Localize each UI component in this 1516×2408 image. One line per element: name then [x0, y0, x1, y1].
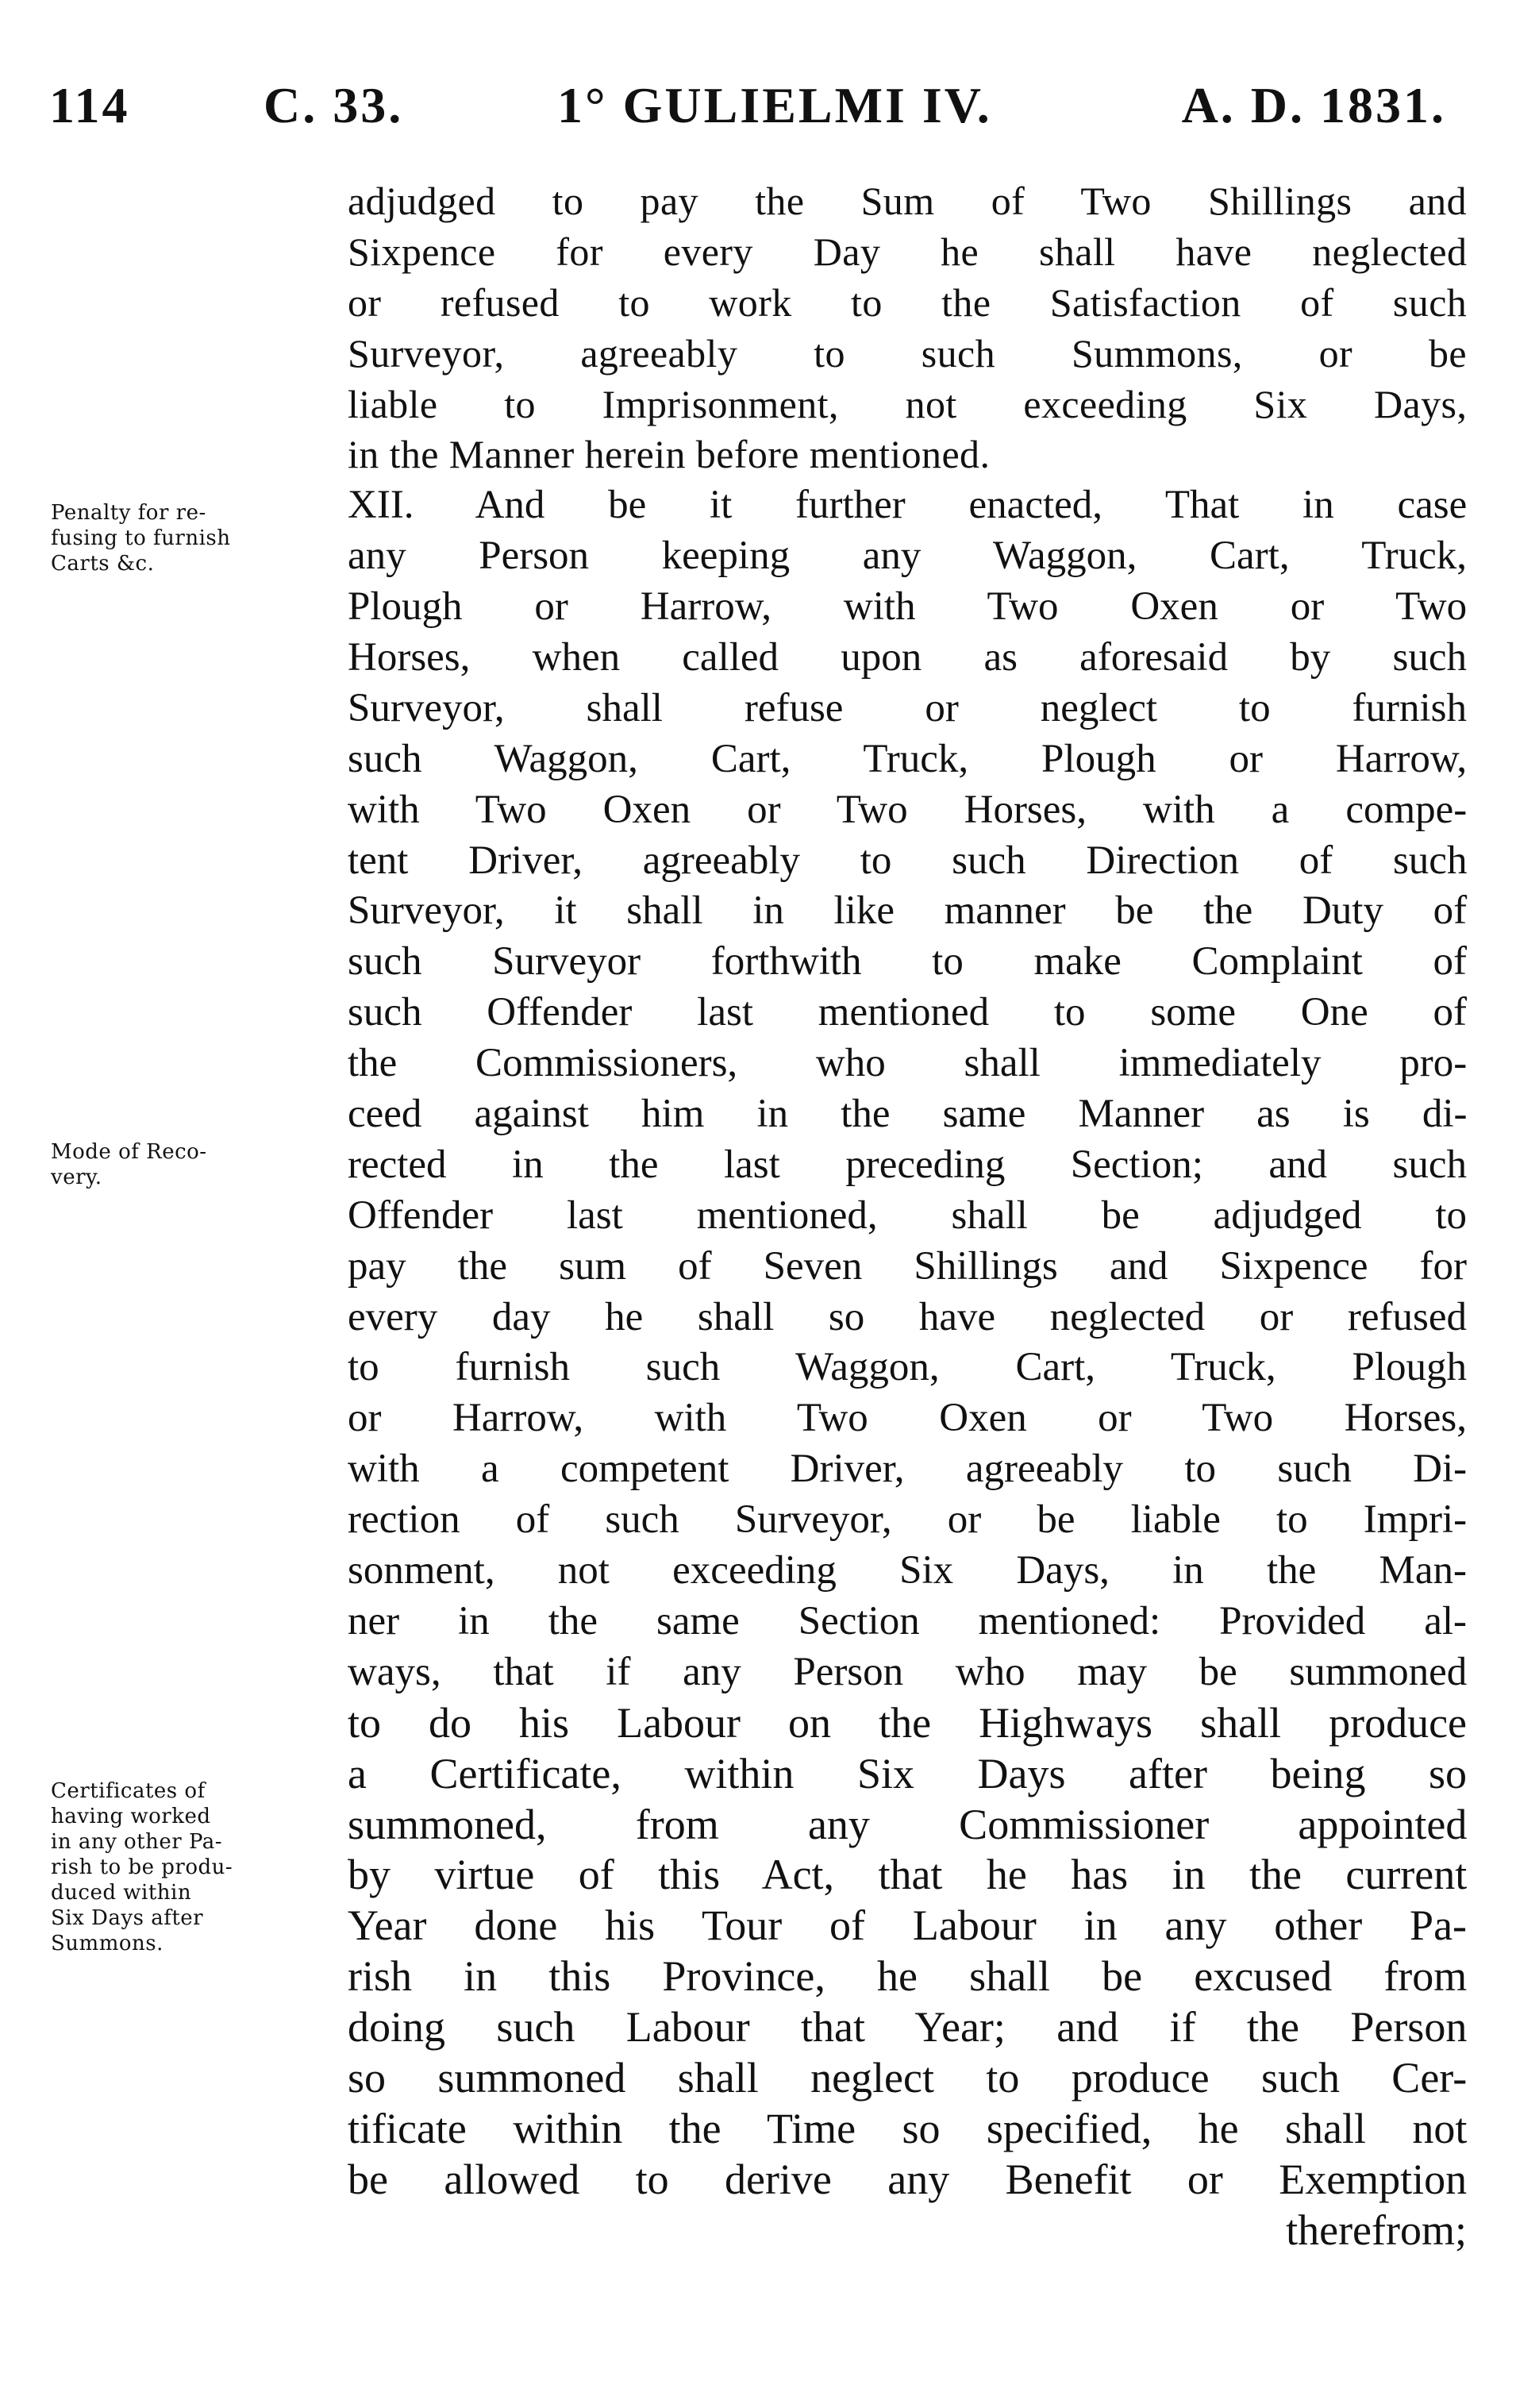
body-line: in the Manner herein before mentioned. [348, 432, 991, 477]
body-line-final: therefrom; [1286, 2206, 1467, 2254]
body-line: Sixpence for every Day he shall have neglected [348, 229, 1468, 274]
body-line: to furnish such Waggon, Cart, Truck, Plough [348, 1345, 1467, 1390]
body-line: ways, that if any Person who may be summoned [348, 1649, 1468, 1694]
body-line: rected in the last preceding Section; and such [348, 1142, 1467, 1187]
margin-note-certificates [51, 1778, 325, 1956]
body-text [348, 176, 1467, 2256]
margin-note-penalty [51, 500, 325, 576]
margin-note-line: fusing to furnish [51, 526, 231, 550]
body-line: rection of such Surveyor, or be liable to Impri- [348, 1497, 1468, 1543]
margin-note-line: in any other Pa- [51, 1830, 223, 1854]
margin-note-line: Six Days after [51, 1906, 204, 1930]
body-line: be allowed to derive any Benefit or Exemption [348, 2155, 1468, 2203]
margin-note-recovery [51, 1139, 325, 1190]
body-line: such Waggon, Cart, Truck, Plough or Harrow, [348, 736, 1468, 781]
margin-note-line: rish to be produ- [51, 1855, 233, 1879]
section-heading-line: XII. And be it further enacted, That in case [348, 483, 1468, 528]
body-line: Surveyor, shall refuse or neglect to furnish [348, 685, 1467, 730]
body-line: Horses, when called upon as aforesaid by such [348, 635, 1467, 680]
body-line: rish in this Province, he shall be excused from [348, 1952, 1468, 2001]
body-line: doing such Labour that Year; and if the Person [348, 2003, 1468, 2052]
body-line: such Surveyor forthwith to make Complaint of [348, 939, 1467, 984]
margin-note-line: duced within [51, 1881, 192, 1905]
body-line: or Harrow, with Two Oxen or Two Horses, [348, 1396, 1467, 1441]
margin-note-line: Mode of Reco- [51, 1140, 207, 1164]
chapter-number: C. 33. [264, 77, 404, 133]
body-line: liable to Imprisonment, not exceeding Six Days, [348, 381, 1468, 426]
body-line: with a competent Driver, agreeably to such Di- [348, 1447, 1468, 1492]
body-line: Year done his Tour of Labour in any other Pa- [348, 1901, 1468, 1950]
body-line: a Certificate, within Six Days after being so [348, 1749, 1467, 1797]
body-line: Surveyor, it shall in like manner be the Duty of [348, 888, 1468, 934]
margin-note-line: Carts &c. [51, 552, 155, 576]
regnal-year: 1° GULIELMI IV. [557, 77, 992, 133]
body-line: Plough or Harrow, with Two Oxen or Two [348, 584, 1468, 630]
body-line: sonment, not exceeding Six Days, in the Man- [348, 1548, 1467, 1593]
body-line: with Two Oxen or Two Horses, with a compe- [348, 787, 1468, 832]
page-number: 114 [49, 77, 130, 133]
body-line: every day he shall so have neglected or refused [348, 1294, 1467, 1339]
body-line: any Person keeping any Waggon, Cart, Truck, [348, 534, 1467, 579]
body-line: to do his Labour on the Highways shall produce [348, 1698, 1467, 1747]
margin-note-line: Summons. [51, 1932, 164, 1955]
body-line: such Offender last mentioned to some One of [348, 990, 1467, 1035]
running-header [49, 76, 1446, 148]
margin-note-line: Penalty for re- [51, 501, 206, 525]
body-line: Surveyor, agreeably to such Summons, or be [348, 330, 1467, 376]
body-line: tent Driver, agreeably to such Direction of such [348, 838, 1468, 883]
body-line: Offender last mentioned, shall be adjudged to [348, 1192, 1467, 1238]
body-line: the Commissioners, who shall immediately pro- [348, 1041, 1468, 1086]
body-line: so summoned shall neglect to produce such Cer- [348, 2053, 1468, 2102]
body-line: tificate within the Time so specified, he shall not [348, 2104, 1468, 2152]
body-line: ceed against him in the same Manner as is di- [348, 1092, 1468, 1137]
body-line: ner in the same Section mentioned: Provided al- [348, 1598, 1467, 1643]
body-line: adjudged to pay the Sum of Two Shillings and [348, 179, 1467, 223]
margin-note-line: very. [51, 1165, 102, 1189]
body-line: summoned, from any Commissioner appointed [348, 1800, 1468, 1848]
margin-note-line: having worked [51, 1805, 211, 1828]
body-line: by virtue of this Act, that he has in the current [348, 1851, 1468, 1899]
margin-note-line: Certificates of [51, 1779, 206, 1803]
body-line: pay the sum of Seven Shillings and Sixpence for [348, 1243, 1467, 1289]
calendar-year: A. D. 1831. [1181, 77, 1446, 133]
body-line: or refused to work to the Satisfaction of such [348, 279, 1468, 325]
